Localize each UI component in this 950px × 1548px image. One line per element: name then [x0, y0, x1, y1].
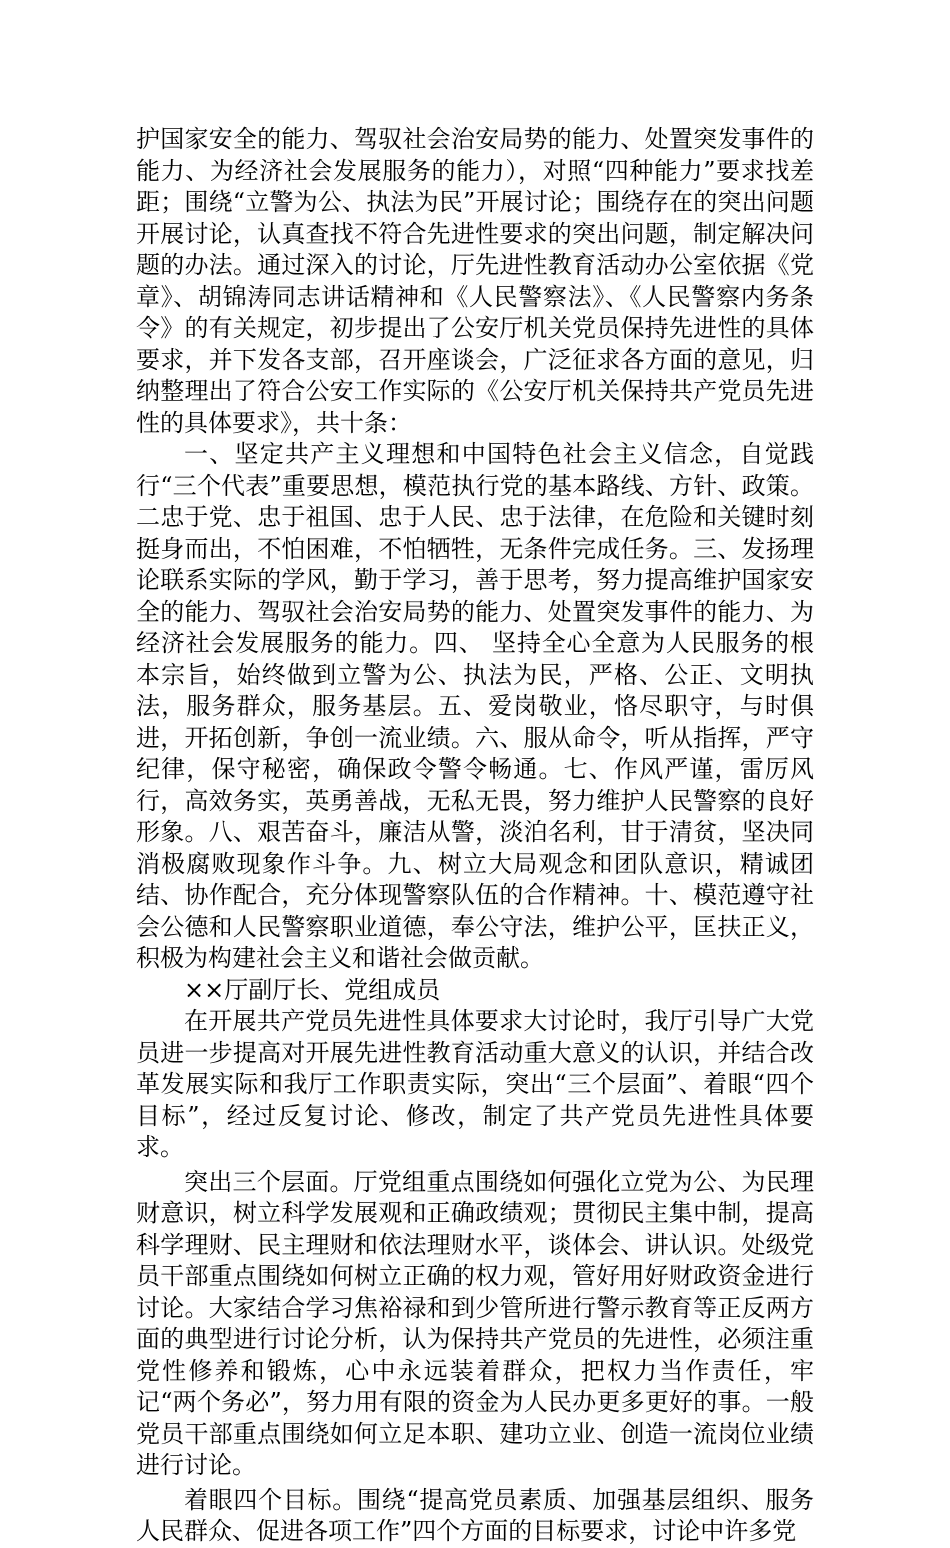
paragraph-intro: 在开展共产党员先进性具体要求大讨论时，我厅引导广大党员进一步提高对开展先进性教育活动重大意义的认识，并结合改革发展实际和我厅工作职责实际，突出“三个层面”、着眼“四个目标”，经过反复讨论、修改，制定了共产党员先进性具体要求。	[136, 1007, 814, 1161]
document-body	[136, 124, 814, 1548]
paragraph-ten-requirements: 一、坚定共产主义理想和中国特色社会主义信念，自觉践行“三个代表”重要思想，模范执行党的基本路线、方针、政策。二忠于党、忠于祖国、忠于人民、忠于法律，在危险和关键时刻挺身而出，不怕困难，不怕牺牲，无条件完成任务。三、发扬理论联系实际的学风，勤于学习，善于思考，努力提高维护国家安全的能力、驾驭社会治安局势的能力、处置突发事件的能力、为经济社会发展服务的能力。四、 坚持全心全意为人民服务的根本宗旨，始终做到立警为公、执法为民，严格、公正、文明执法，服务群众，服务基层。五、爱岗敬业，恪尽职守，与时俱进，开拓创新，争创一流业绩。六、服从命令，听从指挥，严守纪律，保守秘密，确保政令警令畅通。七、作风严谨，雷厉风行，高效务实，英勇善战，无私无畏，努力维护人民警察的良好形象。八、艰苦奋斗，廉洁从警，淡泊名利，甘于清贫，坚决同消极腐败现象作斗争。九、树立大局观念和团队意识，精诚团结、协作配合，充分体现警察队伍的合作精神。十、模范遵守社会公德和人民警察职业道德，奉公守法，维护公平，匡扶正义，积极为构建社会主义和谐社会做贡献。	[136, 440, 814, 972]
paragraph-four-goals: 着眼四个目标。围绕“提高党员素质、加强基层组织、服务人民群众、促进各项工作”四个方面的目标要求，讨论中许多党	[136, 1485, 814, 1545]
paragraph-continuation: 护国家安全的能力、驾驭社会治安局势的能力、处置突发事件的能力、为经济社会发展服务的能力），对照“四种能力”要求找差距；围绕“立警为公、执法为民”开展讨论；围绕存在的突出问题开展讨论，认真查找不符合先进性要求的突出问题，制定解决问题的办法。通过深入的讨论，厅先进性教育活动办公室依据《党章》、胡锦涛同志讲话精神和《人民警察法》、《人民警察内务条令》的有关规定，初步提出了公安厅机关党员保持先进性的具体要求，并下发各支部，召开座谈会，广泛征求各方面的意见，归纳整理出了符合公安工作实际的《公安厅机关保持共产党员先进性的具体要求》，共十条：	[136, 125, 814, 437]
paragraph-author-title: ××厅副厅长、党组成员	[184, 975, 441, 1004]
paragraph-three-levels: 突出三个层面。厅党组重点围绕如何强化立党为公、为民理财意识，树立科学发展观和正确政绩观；贯彻民主集中制，提高科学理财、民主理财和依法理财水平，谈体会、讲认识。处级党员干部重点围绕如何树立正确的权力观，管好用好财政资金进行讨论。大家结合学习焦裕禄和到少管所进行警示教育等正反两方面的典型进行讨论分析，认为保持共产党员的先进性，必须注重党性修养和锻炼，心中永远装着群众，把权力当作责任，牢记“两个务必”，努力用有限的资金为人民办更多更好的事。一般党员干部重点围绕如何立足本职、建功立业、创造一流岗位业绩进行讨论。	[136, 1167, 814, 1479]
